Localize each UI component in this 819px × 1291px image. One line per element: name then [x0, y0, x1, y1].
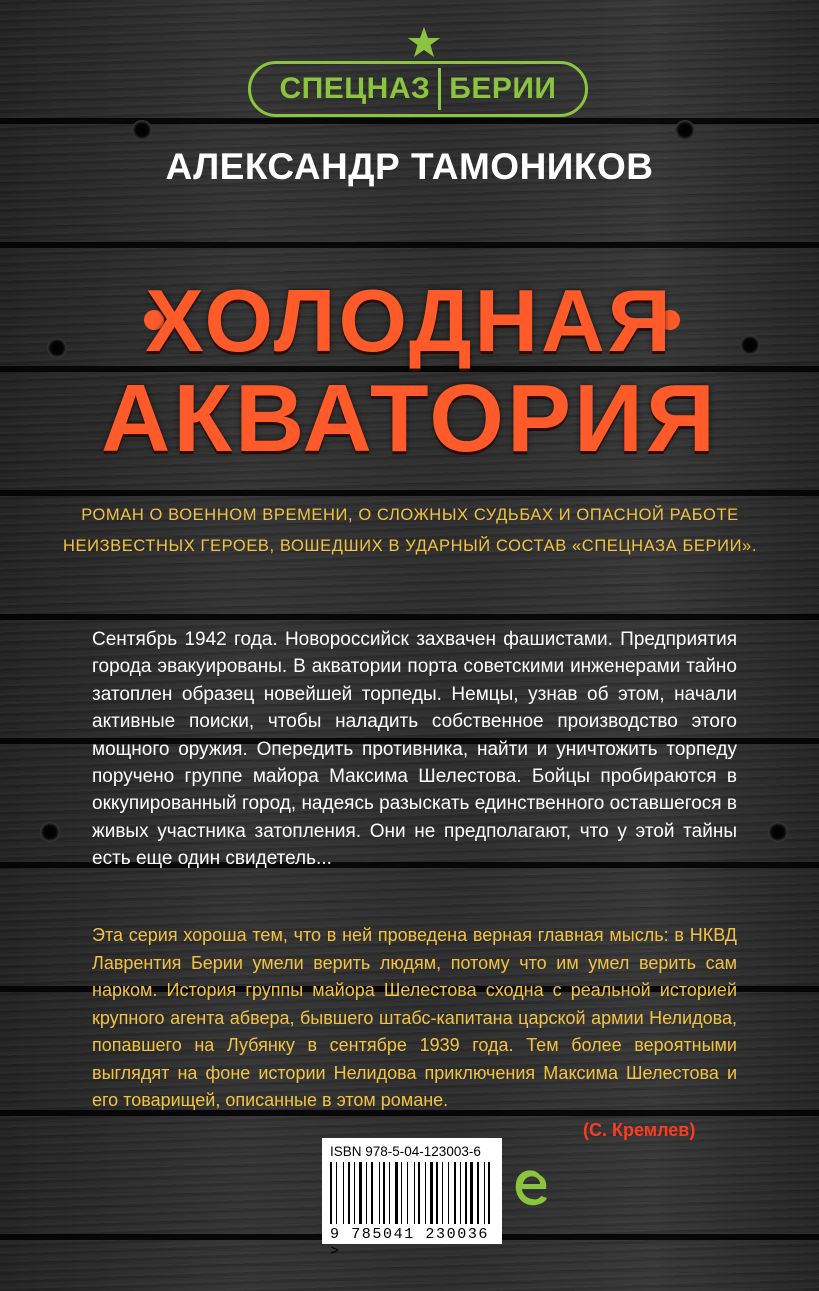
tagline-line1: РОМАН О ВОЕННОМ ВРЕМЕНИ, О СЛОЖНЫХ СУДЬБАХ И ОПАСНОЙ РАБОТЕ	[81, 506, 739, 524]
review-author: (С. Кремлев)	[583, 1120, 696, 1140]
star-icon	[407, 26, 441, 58]
publisher-logo-icon	[510, 1165, 550, 1211]
bullet-hole	[768, 822, 788, 842]
barcode	[322, 1138, 502, 1260]
series-name-part1: СПЕЦНАЗ	[279, 72, 431, 105]
barcode-bars	[330, 1162, 494, 1224]
book-title-line2: АКВАТОРИЯ	[101, 365, 718, 472]
author-name: АЛЕКСАНДР ТАМОНИКОВ	[165, 146, 654, 187]
bullet-hole	[40, 822, 60, 842]
series-logo	[248, 61, 588, 117]
bullet-hole	[132, 120, 152, 140]
book-title-line1: ХОЛОДНАЯ	[145, 271, 674, 370]
isbn-text: ISBN 978-5-04-123003-6	[330, 1144, 481, 1159]
tagline-line2: НЕИЗВЕСТНЫХ ГЕРОЕВ, ВОШЕДШИХ В УДАРНЫЙ СОСТАВ «СПЕЦНАЗА БЕРИИ».	[62, 537, 757, 555]
barcode-digits: 9 785041 230036 >	[330, 1226, 490, 1260]
synopsis: Сентябрь 1942 года. Новороссийск захвачен фашистами. Предприятия города эвакуированы. В акватории порта советскими инженерами тайно затоплен образец новейшей торпеды. Немцы, узнав об этом, начали активные поиски, чтобы наладить собственное производство этого мощного оружия. Опередить противника, найти и уничтожить торпеду поручено группе майора Максима Шелестова. Бойцы пробираются в оккупированный город, надеясь разыскать единственного оставшегося в живых участника затопления. Они не предполагают, что у этой тайны есть еще один свидетель...	[92, 629, 737, 870]
review-quote: Эта серия хороша тем, что в ней проведена верная главная мысль: в НКВД Лаврентия Берии умели верить людям, потому что им умел верить сам нарком. История группы майора Шелестова сходна с реальной историей крупного агента абвера, бывшего штабс-капитана царской армии Нелидова, попавшего на Лубянку в сентябре 1939 года. Тем более вероятными выглядят на фоне истории Нелидова приключения Максима Шелестова и его товарищей, описанные в этом романе.	[92, 925, 737, 1110]
bullet-hole	[675, 120, 695, 140]
series-separator	[438, 68, 441, 110]
series-name-part2: БЕРИИ	[449, 72, 557, 105]
